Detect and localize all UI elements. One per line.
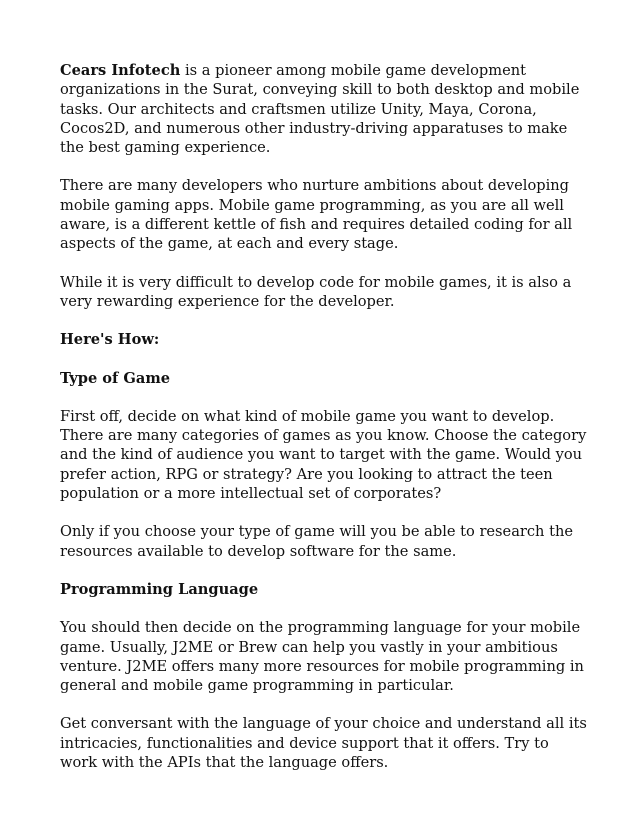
programming-language-heading: Programming Language [60, 580, 259, 598]
heres-how-heading: Here's How: [60, 331, 160, 349]
intro-paragraph [60, 61, 590, 157]
language-choice-paragraph: You should then decide on the programming language for your mobile game. Usually, J2ME or Brew can help you vastly in your ambitious venture. J2ME offers many more resources for mobile programming in general and mobile game programming in particular. [60, 619, 584, 695]
type-of-game-heading: Type of Game [60, 369, 171, 387]
game-type-paragraph: First off, decide on what kind of mobile game you want to develop. There are many categories of games as you know. Choose the category and the kind of audience you want to target with the game. Would you prefer action, RPG or strategy? Are you looking to attract the teen population or a more intellectual set of corporates? [60, 407, 587, 503]
language-apis-paragraph: Get conversant with the language of your choice and understand all its intricacies, functionalities and device support that it offers. Try to work with the APIs that the language offers. [60, 715, 587, 772]
company-name: Cears Infotech [60, 62, 181, 79]
difficulty-paragraph: While it is very difficult to develop code for mobile games, it is also a very rewarding experience for the developer. [60, 273, 572, 310]
research-paragraph: Only if you choose your type of game will you be able to research the resources available to develop software for the same. [60, 523, 573, 560]
document-page [60, 61, 590, 791]
developers-paragraph: There are many developers who nurture ambitions about developing mobile gaming apps. Mobile game programming, as you are all well aware, is a different kettle of fish and requires detailed coding for all aspects of the game, at each and every stage. [60, 177, 573, 253]
intro-text: is a pioneer among mobile game development organizations in the Surat, conveying skill to both desktop and mobile tasks. Our architects and craftsmen utilize Unity, Maya, Corona, Cocos2D, and numerous other industry-driving apparatuses to make the best gaming experience. [60, 62, 580, 157]
